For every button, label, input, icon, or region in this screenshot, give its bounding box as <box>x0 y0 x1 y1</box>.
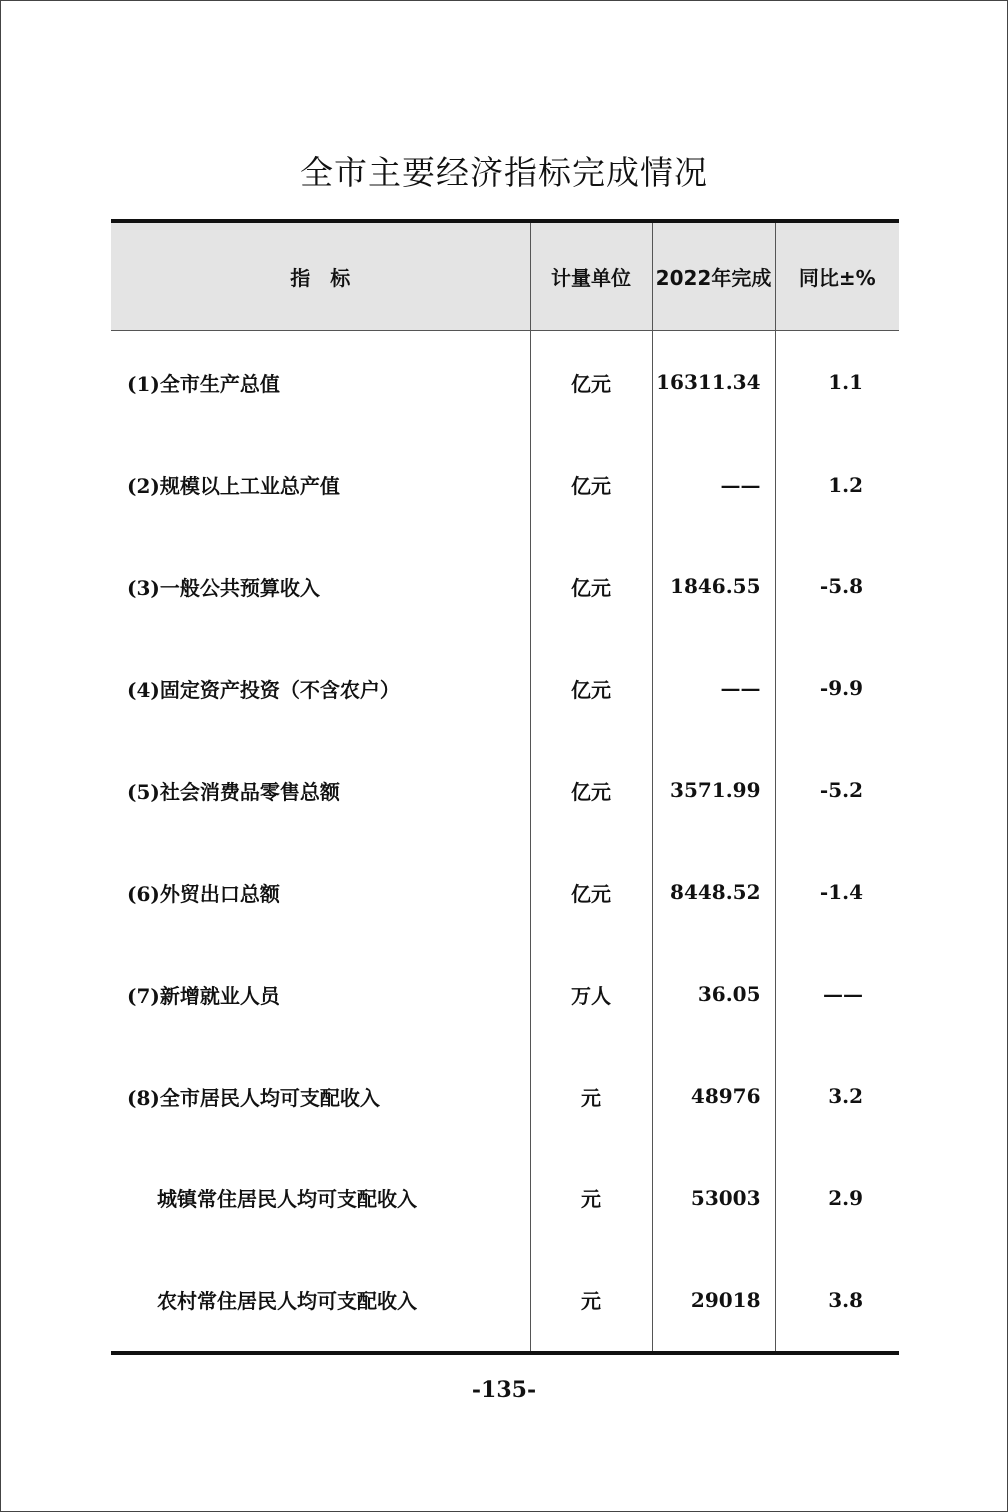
indicator-value: 36.05 <box>652 943 775 1045</box>
indicator-name: (1)全市生产总值 <box>127 371 280 396</box>
indicator-unit: 亿元 <box>530 637 652 739</box>
indicator-value: 1846.55 <box>652 536 775 638</box>
header-2022-value: 2022年完成 <box>652 223 775 330</box>
indicator-yoy: 2.9 <box>775 1147 899 1249</box>
header-unit: 计量单位 <box>530 223 652 330</box>
indicator-value: 53003 <box>652 1147 775 1249</box>
indicator-name: (7)新增就业人员 <box>127 983 280 1008</box>
indicator-unit: 万人 <box>530 943 652 1045</box>
indicator-value: 16311.34 <box>652 330 775 434</box>
page-title: 全市主要经济指标完成情况 <box>300 153 708 192</box>
table-row <box>111 1045 899 1147</box>
indicator-value: 48976 <box>652 1045 775 1147</box>
indicator-yoy: 1.1 <box>775 330 899 434</box>
indicator-yoy: —— <box>775 943 899 1045</box>
table-row <box>111 841 899 943</box>
indicator-unit: 元 <box>530 1147 652 1249</box>
table-row <box>111 1249 899 1351</box>
indicator-name: 城镇常住居民人均可支配收入 <box>157 1187 417 1212</box>
indicator-yoy: -5.2 <box>775 739 899 841</box>
header-indicator: 指 标 <box>111 223 530 330</box>
indicator-yoy: -5.8 <box>775 536 899 638</box>
indicator-value: 3571.99 <box>652 739 775 841</box>
indicator-unit: 亿元 <box>530 434 652 536</box>
indicator-value: 8448.52 <box>652 841 775 943</box>
indicators-table <box>111 219 899 1355</box>
indicator-yoy: -1.4 <box>775 841 899 943</box>
indicator-unit: 亿元 <box>530 841 652 943</box>
table-row <box>111 1147 899 1249</box>
indicator-yoy: -9.9 <box>775 637 899 739</box>
indicator-unit: 亿元 <box>530 739 652 841</box>
indicator-name: (4)固定资产投资（不含农户） <box>127 677 400 702</box>
header-yoy: 同比±% <box>775 223 899 330</box>
indicator-name: (5)社会消费品零售总额 <box>127 779 340 804</box>
indicator-unit: 亿元 <box>530 536 652 638</box>
table-row <box>111 739 899 841</box>
indicator-name: 农村常住居民人均可支配收入 <box>157 1289 417 1314</box>
table-row <box>111 637 899 739</box>
indicator-unit: 亿元 <box>530 330 652 434</box>
indicator-unit: 元 <box>530 1249 652 1351</box>
indicator-value: —— <box>652 434 775 536</box>
indicator-name: (6)外贸出口总额 <box>127 881 280 906</box>
indicator-name: (2)规模以上工业总产值 <box>127 474 340 499</box>
indicator-name: (3)一般公共预算收入 <box>127 575 320 600</box>
table-row <box>111 434 899 536</box>
indicator-name: (8)全市居民人均可支配收入 <box>127 1085 380 1110</box>
table-row <box>111 943 899 1045</box>
table-row <box>111 330 899 434</box>
table-row <box>111 536 899 638</box>
page-number: -135- <box>471 1377 537 1403</box>
indicator-yoy: 1.2 <box>775 434 899 536</box>
indicator-value: 29018 <box>652 1249 775 1351</box>
indicator-yoy: 3.8 <box>775 1249 899 1351</box>
indicator-unit: 元 <box>530 1045 652 1147</box>
table-header-row <box>111 223 899 330</box>
indicator-value: —— <box>652 637 775 739</box>
indicator-yoy: 3.2 <box>775 1045 899 1147</box>
